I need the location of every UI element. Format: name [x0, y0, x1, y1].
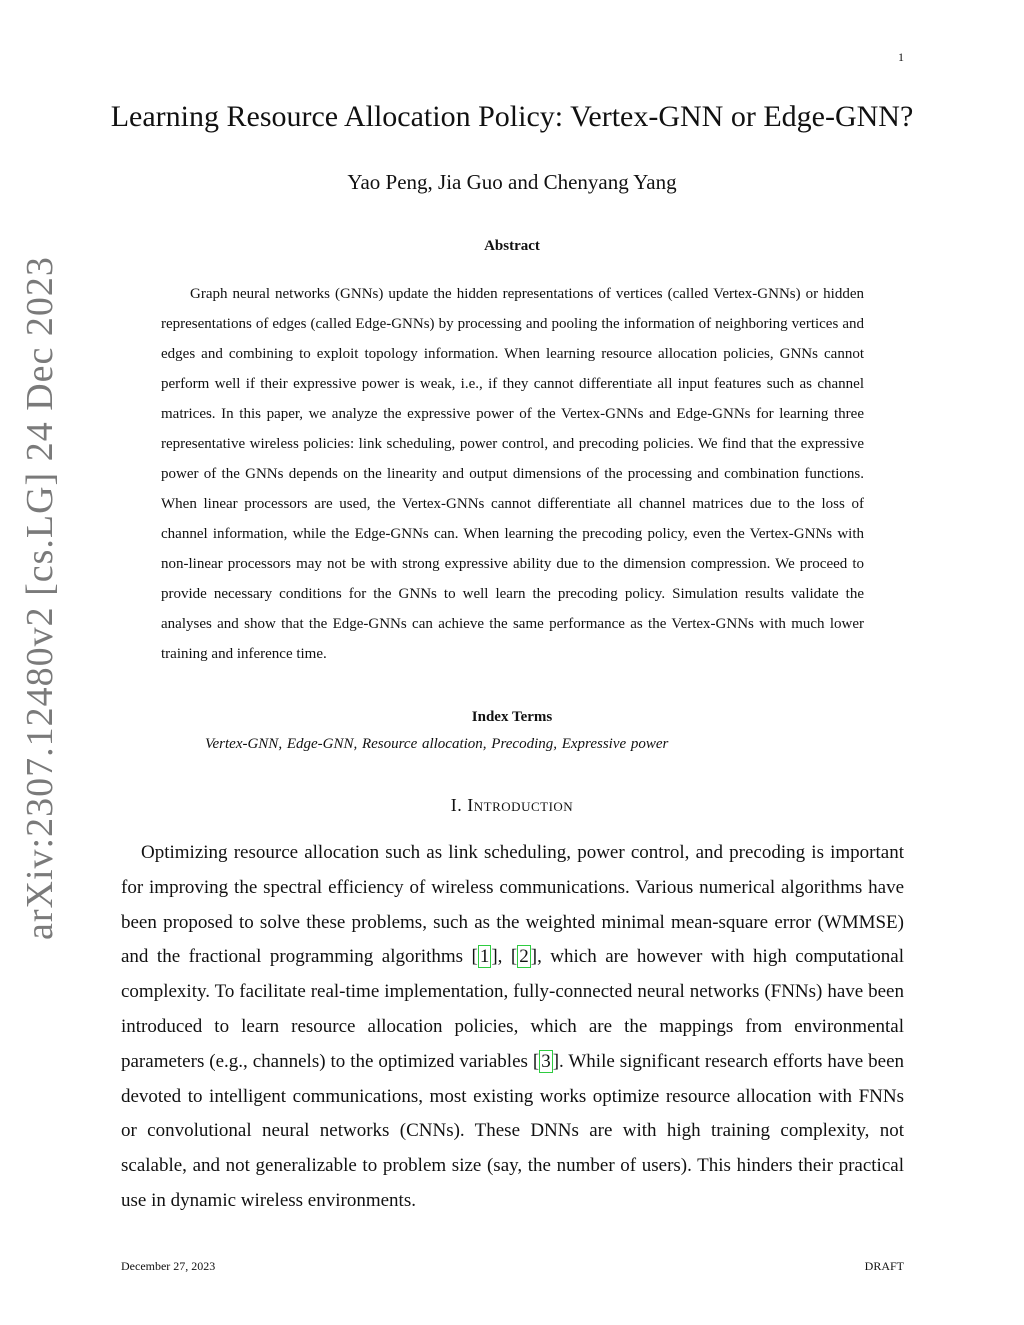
footer-draft-label: DRAFT: [864, 1259, 904, 1273]
abstract-text: Graph neural networks (GNNs) update the hidden representations of vertices (called Vertex-GNNs) or hidden representations of edges (called Edge-GNNs) by processing and pooling the information of neighboring vertices and edges and combining to exploit topology information. When learning resource allocation policies, GNNs cannot perform well if their expressive power is weak, i.e., if they cannot differentiate all input features such as channel matrices. In this paper, we analyze the expressive power of the Vertex-GNNs and Edge-GNNs for learning three representative wireless policies: link scheduling, power control, and precoding policies. We find that the expressive power of the GNNs depends on the linearity and output dimensions of the processing and combination functions. When linear processors are used, the Vertex-GNNs cannot differentiate all channel matrices due to the loss of channel information, while the Edge-GNNs can. When learning the precoding policy, even the Vertex-GNNs with non-linear processors may not be with strong expressive ability due to the dimension compression. We proceed to provide necessary conditions for the GNNs to well learn the precoding policy. Simulation results validate the analyses and show that the Edge-GNNs can achieve the same performance as the Vertex-GNNs with much lower training and inference time.: [161, 286, 864, 662]
author-list: Yao Peng, Jia Guo and Chenyang Yang: [347, 170, 677, 194]
intro-text-part-1: Optimizing resource allocation such as link scheduling, power control, and precoding is important for improving the spectral efficiency of wireless communications. Various numerical algorithms have been proposed to solve these problems, such as the weighted minimal mean-square error (WMMSE) and the fractional programming algorithms [: [121, 842, 904, 968]
footer-date: December 27, 2023: [121, 1259, 216, 1273]
section-heading-introduction: [0, 795, 1024, 816]
intro-text-part-2: ], which are however with high computational complexity. To facilitate real-time implementation, fully-connected neural networks (FNNs) have been introduced to learn resource allocation policies, which are the mappings from environmental parameters (e.g., channels) to the optimized variables [: [121, 946, 904, 1072]
index-terms-list: Vertex-GNN, Edge-GNN, Resource allocation, Precoding, Expressive power: [205, 736, 669, 752]
citation-link-2[interactable]: 2: [519, 946, 529, 968]
citation-link-3[interactable]: 3: [541, 1050, 551, 1072]
arxiv-identifier: arXiv:2307.12480v2 [cs.LG] 24 Dec 2023: [19, 256, 61, 940]
introduction-paragraph: [121, 836, 904, 1219]
section-title: Introduction: [467, 795, 574, 815]
intro-text-part-3: ]. While significant research efforts have been devoted to intelligent communications, most existing works optimize resource allocation with FNNs or convolutional neural networks (CNNs). These DNNs are with high training complexity, not scalable, and not generalizable to problem size (say, the number of users). This hinders their practical use in dynamic wireless environments.: [121, 1050, 905, 1211]
paper-title: Learning Resource Allocation Policy: Vertex-GNN or Edge-GNN?: [110, 100, 914, 133]
index-terms-heading: Index Terms: [471, 709, 553, 725]
abstract-heading: Abstract: [484, 238, 540, 254]
page-number: 1: [898, 50, 904, 64]
citation-separator: ], [: [491, 946, 518, 968]
citation-link-1[interactable]: 1: [479, 946, 490, 968]
section-number: I.: [450, 795, 463, 815]
